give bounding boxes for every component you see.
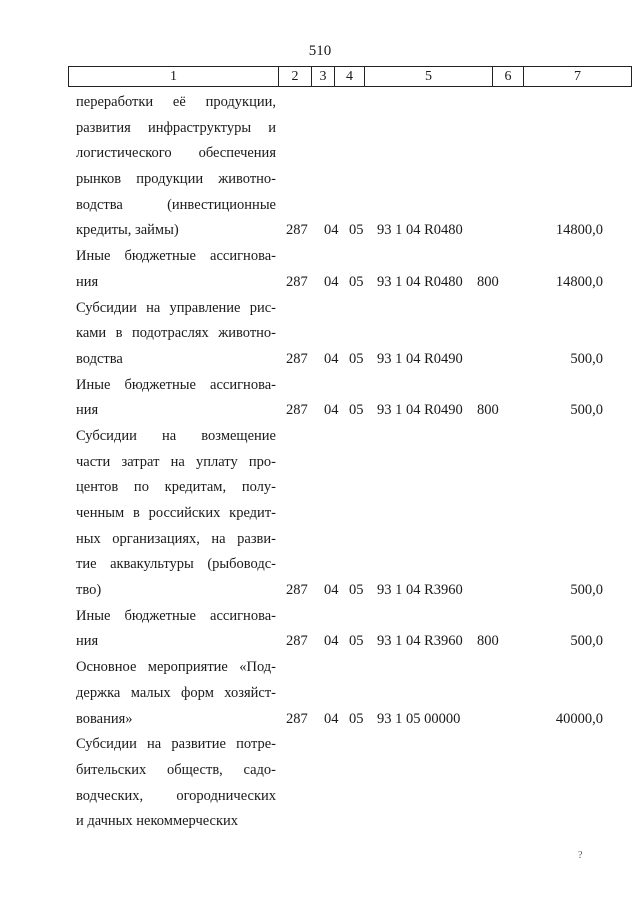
- table-row: [0, 424, 640, 604]
- table-row: [0, 244, 640, 295]
- row-codes: [0, 809, 640, 835]
- subsection-code: 05: [349, 402, 364, 419]
- description-line: Основное мероприятие «Под-: [76, 659, 276, 676]
- description-line: водства (инвестиционные: [76, 196, 276, 213]
- column-header-table: [68, 66, 632, 87]
- description-line: ками в подотраслях животно-: [76, 325, 276, 342]
- corner-mark: ?: [578, 850, 583, 861]
- description-line: кредиты, займы): [76, 222, 179, 239]
- budget-table-body: [0, 90, 640, 835]
- target-article-code: 93 1 04 R0480: [377, 222, 463, 239]
- description-line: тие аквакультуры (рыбоводс-: [76, 556, 276, 573]
- target-article-code: 93 1 04 R0490: [377, 350, 463, 367]
- target-article-code: 93 1 04 R3960: [377, 633, 463, 650]
- description-line: водства: [76, 350, 123, 367]
- section-code: 04: [324, 402, 339, 419]
- column-header-row: [69, 67, 632, 87]
- description-line: Субсидии на возмещение: [76, 427, 276, 444]
- row-codes: [0, 578, 640, 604]
- subsection-code: 05: [349, 710, 364, 727]
- page-number: 510: [308, 43, 332, 59]
- ministry-code: 287: [286, 350, 308, 367]
- amount: 500,0: [570, 582, 603, 599]
- table-row: [0, 655, 640, 732]
- section-code: 04: [324, 582, 339, 599]
- description-line: Субсидии на управление рис-: [76, 299, 276, 316]
- row-description: [76, 424, 276, 604]
- amount: 500,0: [570, 402, 603, 419]
- section-code: 04: [324, 350, 339, 367]
- description-line: Иные бюджетные ассигнова-: [76, 376, 276, 393]
- description-line: центов по кредитам, полу-: [76, 479, 276, 496]
- description-line: ных организациях, на разви-: [76, 530, 276, 547]
- ministry-code: 287: [286, 273, 308, 290]
- expense-type-code: 800: [477, 402, 499, 419]
- section-code: 04: [324, 710, 339, 727]
- subsection-code: 05: [349, 273, 364, 290]
- row-codes: [0, 270, 640, 296]
- expense-type-code: 800: [477, 633, 499, 650]
- row-codes: [0, 347, 640, 373]
- column-header-5: 5: [365, 67, 493, 87]
- description-line: держка малых форм хозяйст-: [76, 684, 276, 701]
- column-header-7: 7: [524, 67, 632, 87]
- description-line: тво): [76, 582, 102, 599]
- target-article-code: 93 1 04 R3960: [377, 582, 463, 599]
- amount: 500,0: [570, 350, 603, 367]
- description-line: Иные бюджетные ассигнова-: [76, 607, 276, 624]
- amount: 14800,0: [555, 222, 603, 239]
- description-line: логистического обеспечения: [76, 145, 276, 162]
- target-article-code: 93 1 04 R0490: [377, 402, 463, 419]
- table-row: [0, 296, 640, 373]
- table-row: [0, 90, 640, 244]
- section-code: 04: [324, 273, 339, 290]
- ministry-code: 287: [286, 710, 308, 727]
- description-line: вования»: [76, 710, 133, 727]
- description-line: и дачных некоммерческих: [76, 813, 239, 830]
- description-line: рынков продукции животно-: [76, 171, 276, 188]
- description-line: ния: [76, 402, 99, 419]
- subsection-code: 05: [349, 222, 364, 239]
- row-codes: [0, 398, 640, 424]
- ministry-code: 287: [286, 222, 308, 239]
- column-header-2: 2: [279, 67, 312, 87]
- amount: 14800,0: [555, 273, 603, 290]
- amount: 500,0: [570, 633, 603, 650]
- row-codes: [0, 707, 640, 733]
- column-header-6: 6: [493, 67, 524, 87]
- amount: 40000,0: [555, 710, 603, 727]
- description-line: развития инфраструктуры и: [76, 119, 276, 136]
- description-line: переработки её продукции,: [76, 94, 276, 110]
- subsection-code: 05: [349, 350, 364, 367]
- table-row: [0, 604, 640, 655]
- row-codes: [0, 218, 640, 244]
- description-line: части затрат на уплату про-: [76, 453, 276, 470]
- expense-type-code: 800: [477, 273, 499, 290]
- subsection-code: 05: [349, 633, 364, 650]
- description-line: Иные бюджетные ассигнова-: [76, 248, 276, 265]
- table-row: [0, 732, 640, 835]
- ministry-code: 287: [286, 402, 308, 419]
- ministry-code: 287: [286, 582, 308, 599]
- subsection-code: 05: [349, 582, 364, 599]
- row-codes: [0, 629, 640, 655]
- target-article-code: 93 1 04 R0480: [377, 273, 463, 290]
- section-code: 04: [324, 222, 339, 239]
- column-header-3: 3: [312, 67, 335, 87]
- description-line: водческих, огороднических: [76, 787, 276, 804]
- description-line: ния: [76, 273, 99, 290]
- description-line: Субсидии на развитие потре-: [76, 736, 276, 753]
- column-header-1: 1: [69, 67, 279, 87]
- target-article-code: 93 1 05 00000: [377, 710, 461, 727]
- description-line: ченным в российских кредит-: [76, 505, 276, 521]
- ministry-code: 287: [286, 633, 308, 650]
- description-line: бительских обществ, садо-: [76, 761, 276, 778]
- column-header-4: 4: [335, 67, 365, 87]
- description-line: ния: [76, 633, 99, 650]
- section-code: 04: [324, 633, 339, 650]
- table-row: [0, 373, 640, 424]
